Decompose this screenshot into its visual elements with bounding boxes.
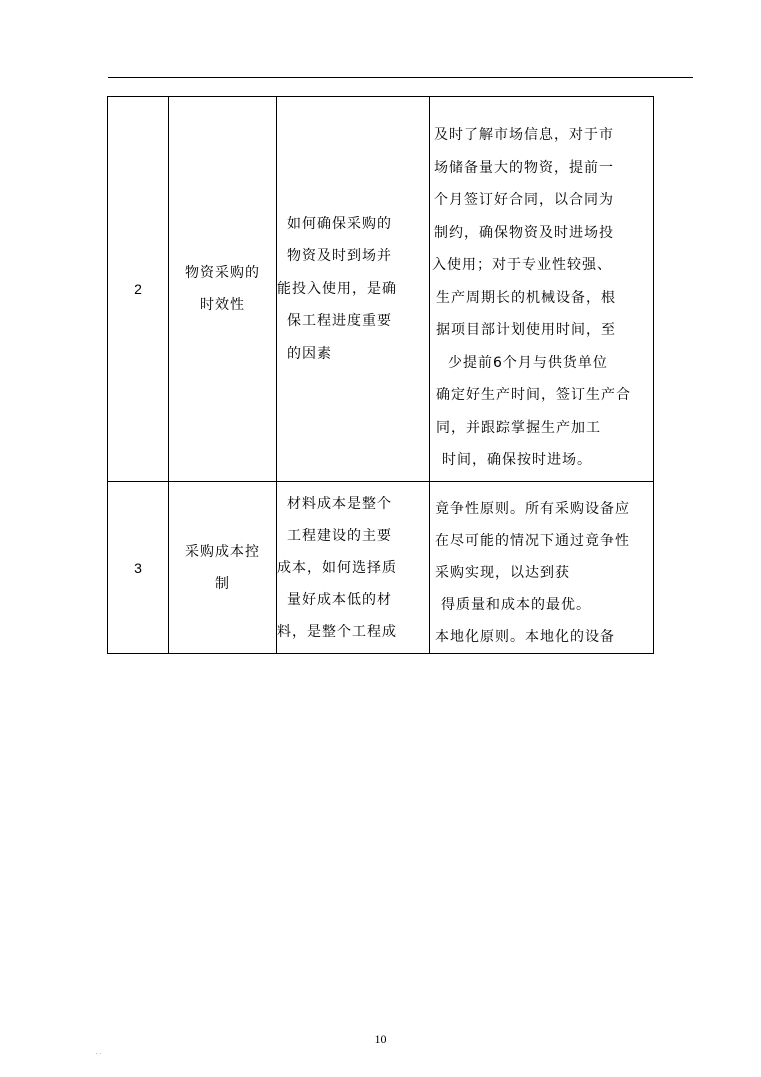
measure-line: 及时了解市场信息，对于市 bbox=[434, 127, 614, 144]
measure-line: 竟争性原则。所有采购设备应 bbox=[435, 500, 630, 517]
topic-line: 物资采购的 bbox=[185, 265, 260, 281]
measure-line: 得质量和成本的最优。 bbox=[441, 596, 591, 613]
topic-line: 时效性 bbox=[200, 297, 245, 313]
corner-mark: . . bbox=[96, 1050, 102, 1056]
measure-line: 据项目部计划使用时间，至 bbox=[436, 322, 616, 339]
measure-line: 在尽可能的情况下通过竟争性 bbox=[435, 532, 630, 549]
issue-line: 量好成本低的材 bbox=[287, 591, 392, 608]
measure-line: 场储备量大的物资，提前一 bbox=[434, 159, 614, 176]
measure-line: 生产周期长的机械设备，根 bbox=[436, 289, 616, 306]
measure-line: 个月签订好合同，以合同为 bbox=[434, 192, 614, 209]
issue-line: 工程建设的主要 bbox=[287, 527, 392, 544]
issue-line: 如何确保采购的 bbox=[287, 215, 392, 232]
measure-line: 同，并跟踪掌握生产加工 bbox=[436, 419, 601, 436]
topic-line: 制 bbox=[215, 575, 230, 592]
procurement-table bbox=[107, 96, 654, 654]
measure-line: 制约，确保物资及时进场投 bbox=[434, 224, 614, 241]
row-measures bbox=[430, 97, 654, 482]
issue-line: 材料成本是整个 bbox=[287, 495, 392, 512]
measure-line: 入使用；对于专业性较强、 bbox=[432, 257, 612, 274]
measure-line: 采购实现，以达到获 bbox=[435, 564, 570, 581]
table-row bbox=[108, 97, 654, 482]
topic-line: 采购成本控 bbox=[185, 543, 260, 560]
issue-line: 能投入使用，是确 bbox=[277, 280, 397, 297]
row-issue bbox=[277, 482, 430, 654]
issue-line: 料，是整个工程成 bbox=[277, 623, 397, 640]
issue-line: 成本，如何选择质 bbox=[277, 559, 397, 576]
row-number: 3 bbox=[108, 482, 169, 654]
issue-line: 物资及时到场并 bbox=[287, 248, 392, 265]
measure-line: 少提前6个月与供货单位 bbox=[448, 354, 608, 371]
issue-line: 保工程进度重要 bbox=[287, 313, 392, 330]
issue-line: 的因素 bbox=[287, 345, 332, 362]
page-number: 10 bbox=[374, 1032, 387, 1046]
header-rule bbox=[108, 77, 693, 78]
row-topic bbox=[169, 482, 277, 654]
row-topic bbox=[169, 97, 277, 482]
measure-line: 确定好生产时间，签订生产合 bbox=[436, 387, 631, 404]
table-row bbox=[108, 482, 654, 654]
row-number: 2 bbox=[108, 97, 169, 482]
measure-line: 时间，确保按时进场。 bbox=[442, 452, 592, 469]
row-measures bbox=[430, 482, 654, 654]
row-issue bbox=[277, 97, 430, 482]
measure-line: 本地化原则。本地化的设备 bbox=[435, 628, 615, 645]
